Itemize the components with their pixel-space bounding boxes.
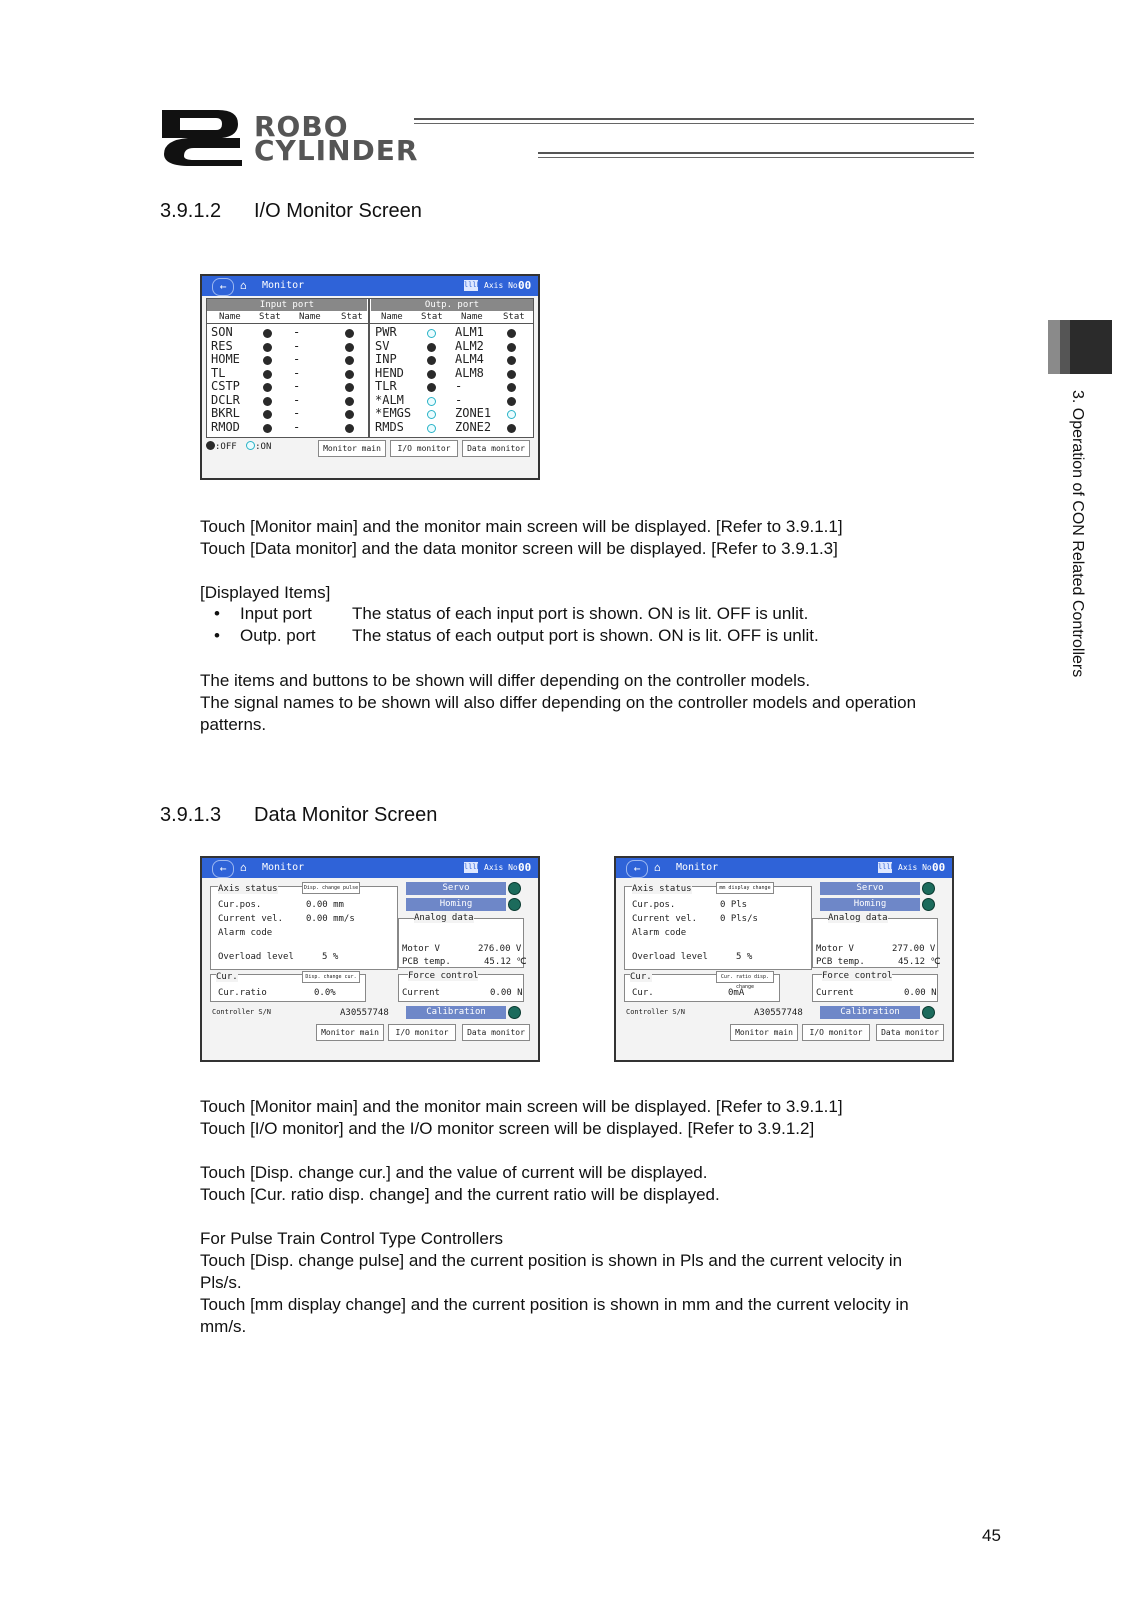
- led-off-icon: [427, 383, 436, 392]
- current-value: 0.00 N: [490, 988, 523, 998]
- signal-name: ALM8: [455, 365, 484, 380]
- signal-name: ALM4: [455, 352, 484, 366]
- analog-data-label: Analog data: [828, 913, 888, 923]
- paragraph: Touch [Monitor main] and the monitor main screen will be displayed. [Refer to 3.9.1.1]: [200, 1097, 843, 1116]
- calibration-button[interactable]: Calibration: [820, 1006, 920, 1019]
- monitor-main-button[interactable]: Monitor main: [730, 1024, 798, 1041]
- cur-ratio-value: 0.0%: [314, 988, 336, 998]
- cur-vel-label: Current vel.: [632, 914, 698, 924]
- signal-name: HOME: [211, 352, 240, 366]
- motor-v-value: 277.00 V: [892, 944, 936, 954]
- section-title: Data Monitor Screen: [254, 804, 438, 826]
- io-monitor-button[interactable]: I/O monitor: [802, 1024, 870, 1041]
- controller-sn-label: Controller S/N: [212, 1008, 272, 1016]
- controller-sn-value: A30557748: [754, 1008, 803, 1018]
- signal-name: -: [455, 379, 463, 393]
- signal-name: HEND: [375, 365, 404, 380]
- legend-on-label: :ON: [255, 442, 272, 452]
- io-table: [206, 298, 534, 438]
- section-number: 3.9.1.3: [160, 804, 222, 826]
- led-legend: [206, 440, 271, 452]
- chapter-side-text: 3. Operation of CON Related Controllers: [1069, 390, 1086, 678]
- homing-status-led-icon: [922, 898, 935, 911]
- cur-ratio-label: Cur.: [632, 988, 654, 998]
- signal-name: SON: [211, 325, 233, 339]
- signal-name: ALM2: [455, 338, 484, 353]
- title-bar: [202, 276, 538, 296]
- homing-indicator: Homing: [820, 898, 920, 911]
- led-off-icon: [263, 370, 272, 379]
- paragraph: Pls/s.: [200, 1273, 242, 1292]
- axis-icon[interactable]: lllh: [878, 863, 895, 871]
- homing-status-led-icon: [508, 898, 521, 911]
- cur-pos-label: Cur.pos.: [218, 900, 262, 910]
- title-bar: [202, 858, 538, 878]
- cur-ratio-value: 0mA: [728, 988, 745, 998]
- calibration-button[interactable]: Calibration: [406, 1006, 506, 1019]
- led-off-icon: [263, 329, 272, 338]
- signal-name: PWR: [375, 325, 397, 339]
- led-off-icon: [263, 383, 272, 392]
- paragraph: The signal names to be shown will also differ depending on the controller models and operation: [200, 693, 917, 712]
- axis-number[interactable]: 00: [932, 861, 946, 874]
- led-off-icon: [345, 383, 354, 392]
- signal-name: SV: [375, 338, 390, 353]
- led-off-icon: [507, 356, 516, 365]
- logo-rule: [414, 118, 974, 120]
- led-off-icon: [345, 370, 354, 379]
- pcb-temp-label: PCB temp.: [402, 957, 451, 967]
- logo-rule: [414, 123, 974, 124]
- signal-name: ZONE1: [455, 406, 492, 420]
- homing-indicator: Homing: [406, 898, 506, 911]
- paragraph: patterns.: [200, 715, 267, 734]
- signal-name: -: [293, 365, 301, 380]
- led-on-icon: [427, 410, 436, 419]
- signal-name: -: [293, 379, 301, 393]
- signal-name: BKRL: [211, 406, 240, 420]
- led-off-icon: [507, 397, 516, 406]
- col-name: Name: [461, 312, 483, 322]
- servo-status-led-icon: [508, 882, 521, 895]
- cur-ratio-label: Cur.ratio: [218, 988, 267, 998]
- page-number: 45: [982, 1526, 1001, 1545]
- led-off-icon: [427, 370, 436, 379]
- signal-name: -: [293, 325, 301, 339]
- cur-label: Cur.: [216, 972, 238, 982]
- io-monitor-button[interactable]: I/O monitor: [390, 440, 458, 457]
- cur-vel-value: 0.00 mm/s: [306, 914, 355, 924]
- input-port-header: Input port: [207, 299, 367, 311]
- overload-label: Overload level: [632, 952, 708, 962]
- led-off-icon: [345, 329, 354, 338]
- led-off-icon: [263, 410, 272, 419]
- axis-label: Axis No.: [898, 863, 937, 872]
- io-monitor-screen: [200, 274, 540, 480]
- servo-status-led-icon: [922, 882, 935, 895]
- controller-sn-label: Controller S/N: [626, 1008, 686, 1016]
- monitor-main-button[interactable]: Monitor main: [316, 1024, 384, 1041]
- logo-rule: [538, 157, 974, 158]
- alarm-code-label: Alarm code: [632, 928, 687, 938]
- signal-name: -: [455, 392, 463, 407]
- axis-number[interactable]: 00: [518, 861, 532, 874]
- col-name: Name: [219, 312, 241, 322]
- led-off-icon: [507, 370, 516, 379]
- signal-name: RMDS: [375, 419, 404, 434]
- legend-off-label: :OFF: [215, 442, 237, 452]
- signal-name: -: [293, 352, 301, 366]
- home-icon[interactable]: ⌂: [240, 279, 247, 292]
- cur-vel-label: Current vel.: [218, 914, 284, 924]
- logo-rule: [538, 152, 974, 154]
- data-monitor-screen: [614, 856, 954, 1062]
- title-bar: [616, 858, 952, 878]
- cur-label: Cur.: [630, 972, 652, 982]
- signal-name: *ALM: [375, 392, 404, 407]
- pcb-temp-value: 45.12 ℃: [898, 957, 941, 967]
- cur-vel-value: 0 Pls/s: [720, 914, 758, 924]
- led-off-icon: [263, 343, 272, 352]
- motor-v-label: Motor V: [402, 944, 440, 954]
- led-off-icon: [507, 383, 516, 392]
- led-off-icon: [507, 424, 516, 433]
- screen-title: Monitor: [262, 280, 305, 291]
- cur-pos-value: 0.00 mm: [306, 900, 344, 910]
- col-name: Name: [381, 312, 403, 322]
- force-control-label: Force control: [408, 971, 479, 981]
- cur-disp-change-button[interactable]: Cur. ratio disp. change: [716, 971, 774, 983]
- screen-title: Monitor: [262, 862, 305, 873]
- overload-value: 5 %: [736, 952, 753, 962]
- axis-label: Axis No.: [484, 281, 523, 290]
- overload-value: 5 %: [322, 952, 339, 962]
- col-stat: Stat: [421, 312, 443, 322]
- axis-number[interactable]: 00: [518, 279, 532, 292]
- paragraph: Touch [Disp. change pulse] and the current position is shown in Pls and the current velocity in: [200, 1251, 903, 1270]
- axis-status-label: Axis status: [632, 884, 692, 894]
- led-off-icon: [507, 329, 516, 338]
- monitor-main-button[interactable]: Monitor main: [318, 440, 386, 457]
- signal-name: TLR: [375, 379, 397, 393]
- led-off-icon: [345, 356, 354, 365]
- alarm-code-label: Alarm code: [218, 928, 273, 938]
- led-off-icon: [507, 343, 516, 352]
- disp-change-button[interactable]: Disp. change pulse: [302, 882, 360, 894]
- axis-icon[interactable]: lllh: [464, 281, 481, 289]
- signal-name: -: [293, 338, 301, 353]
- data-monitor-button[interactable]: Data monitor: [876, 1024, 944, 1041]
- current-value: 0.00 N: [904, 988, 937, 998]
- col-stat: Stat: [341, 312, 363, 322]
- motor-v-value: 276.00 V: [478, 944, 522, 954]
- back-arrow-icon[interactable]: ←: [626, 860, 648, 878]
- led-off-icon: [345, 343, 354, 352]
- signal-name: RMOD: [211, 419, 240, 434]
- signal-name: ALM1: [455, 325, 484, 339]
- logo-text-cylinder: CYLINDER: [254, 134, 419, 167]
- bullet-item: • Outp. port The status of each output port is shown. ON is lit. OFF is unlit.: [214, 626, 819, 645]
- items-heading: [Displayed Items]: [200, 583, 331, 602]
- col-stat: Stat: [259, 312, 281, 322]
- paragraph: mm/s.: [200, 1317, 247, 1336]
- led-off-icon: [345, 424, 354, 433]
- signal-name: DCLR: [211, 392, 240, 407]
- force-control-label: Force control: [822, 971, 893, 981]
- io-monitor-button[interactable]: I/O monitor: [388, 1024, 456, 1041]
- axis-label: Axis No.: [484, 863, 523, 872]
- off-led-icon: [206, 441, 215, 450]
- cur-disp-change-button[interactable]: Disp. change cur.: [302, 971, 360, 983]
- data-monitor-button[interactable]: Data monitor: [462, 440, 530, 457]
- rc-logo-mark: [160, 108, 244, 168]
- on-led-icon: [246, 441, 255, 450]
- paragraph: Touch [Cur. ratio disp. change] and the current ratio will be displayed.: [200, 1185, 720, 1204]
- led-off-icon: [263, 424, 272, 433]
- disp-change-button[interactable]: mm display change: [716, 882, 774, 894]
- signal-name: -: [293, 419, 301, 434]
- motor-v-label: Motor V: [816, 944, 854, 954]
- controller-sn-value: A30557748: [340, 1008, 389, 1018]
- bullet-item: • Input port The status of each input port is shown. ON is lit. OFF is unlit.: [214, 604, 809, 623]
- data-monitor-button[interactable]: Data monitor: [462, 1024, 530, 1041]
- section-heading: [160, 200, 422, 223]
- home-icon[interactable]: ⌂: [654, 861, 661, 874]
- paragraph: Touch [Disp. change cur.] and the value of current will be displayed.: [200, 1163, 708, 1182]
- led-on-icon: [427, 424, 436, 433]
- signal-name: CSTP: [211, 379, 240, 393]
- led-off-icon: [345, 410, 354, 419]
- pcb-temp-label: PCB temp.: [816, 957, 865, 967]
- section-number: 3.9.1.2: [160, 200, 222, 222]
- paragraph: The items and buttons to be shown will differ depending on the controller models.: [200, 671, 811, 690]
- overload-label: Overload level: [218, 952, 294, 962]
- servo-indicator: Servo: [820, 882, 920, 895]
- home-icon[interactable]: ⌂: [240, 861, 247, 874]
- paragraph: Touch [Monitor main] and the monitor main screen will be displayed. [Refer to 3.9.1.1]: [200, 517, 843, 536]
- led-off-icon: [263, 356, 272, 365]
- chapter-tab: [1048, 320, 1112, 374]
- calibration-status-led-icon: [508, 1006, 521, 1019]
- pcb-temp-value: 45.12 ℃: [484, 957, 527, 967]
- signal-name: ZONE2: [455, 419, 492, 434]
- led-on-icon: [427, 329, 436, 338]
- paragraph: Touch [Data monitor] and the data monitor screen will be displayed. [Refer to 3.9.1.3]: [200, 539, 838, 558]
- cur-pos-label: Cur.pos.: [632, 900, 676, 910]
- current-label: Current: [816, 988, 854, 998]
- led-on-icon: [507, 410, 516, 419]
- led-off-icon: [345, 397, 354, 406]
- signal-name: *EMGS: [375, 406, 412, 420]
- paragraph: For Pulse Train Control Type Controllers: [200, 1229, 503, 1248]
- signal-name: -: [293, 406, 301, 420]
- signal-name: INP: [375, 352, 397, 366]
- data-monitor-screen: [200, 856, 540, 1062]
- led-on-icon: [427, 397, 436, 406]
- signal-name: RES: [211, 338, 233, 353]
- screen-title: Monitor: [676, 862, 719, 873]
- output-port-header: Outp. port: [371, 299, 533, 311]
- led-off-icon: [263, 397, 272, 406]
- calibration-status-led-icon: [922, 1006, 935, 1019]
- signal-name: TL: [211, 365, 226, 380]
- current-label: Current: [402, 988, 440, 998]
- servo-indicator: Servo: [406, 882, 506, 895]
- col-name: Name: [299, 312, 321, 322]
- section-title: I/O Monitor Screen: [254, 200, 422, 222]
- logo-text-robo: ROBO: [254, 110, 349, 143]
- axis-icon[interactable]: lllh: [464, 863, 481, 871]
- signal-name: -: [293, 392, 301, 407]
- back-arrow-icon[interactable]: ←: [212, 278, 234, 296]
- cur-pos-value: 0 Pls: [720, 900, 748, 910]
- section-heading: [160, 804, 437, 827]
- paragraph: Touch [I/O monitor] and the I/O monitor screen will be displayed. [Refer to 3.9.1.2]: [200, 1119, 815, 1138]
- back-arrow-icon[interactable]: ←: [212, 860, 234, 878]
- led-off-icon: [427, 343, 436, 352]
- axis-status-label: Axis status: [218, 884, 278, 894]
- col-stat: Stat: [503, 312, 525, 322]
- analog-data-label: Analog data: [414, 913, 474, 923]
- paragraph: Touch [mm display change] and the current position is shown in mm and the current velocity in: [200, 1295, 909, 1314]
- led-off-icon: [427, 356, 436, 365]
